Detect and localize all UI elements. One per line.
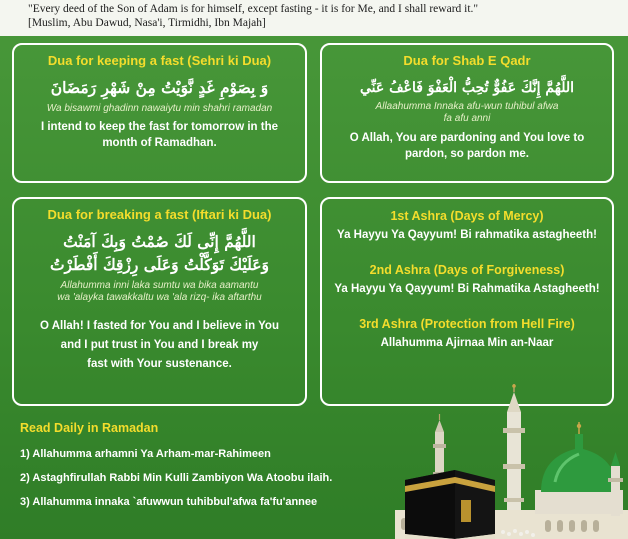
shab-english-1: O Allah, You are pardoning and You love to [349,132,585,144]
sehri-english-2: month of Ramadhan. [102,137,217,149]
daily-item: 1) Allahumma arhamni Ya Arham-mar-Rahimeen [20,448,271,460]
iftari-arabic-1: اللَّهُمَّ إِنِّى لَكَ صُمْتُ وَبِكَ آمَنْتُ [63,232,256,251]
daily-item: 2) Astaghfirullah Rabbi Min Kulli Zambiyon Wa Atoobu ilaih. [20,472,333,484]
mosque-illustration [395,382,628,539]
quote-header [0,0,628,36]
iftari-title: Dua for breaking a fast (Iftari ki Dua) [47,207,272,222]
ashra-1-text: Ya Hayyu Ya Qayyum! Bi rahmatika astagheeth! [337,229,597,241]
iftari-transliteration-1: Allahumma inni laka sumtu wa bika aamantu [60,280,259,291]
hadith-source: [Muslim, Abu Dawud, Nasa'i, Tirmidhi, Ibn Majah] [28,17,266,29]
iftari-english-2: and I put trust in You and I break my [60,339,259,351]
shab-e-qadr-panel [320,43,614,183]
ashra-2-title: 2nd Ashra (Days of Forgiveness) [369,263,565,277]
sehri-dua-panel [12,43,307,183]
iftari-english-1: O Allah! I fasted for You and I believe in You [40,320,279,332]
green-dome-icon [535,422,623,514]
ashra-1-title: 1st Ashra (Days of Mercy) [390,209,544,223]
sehri-english-1: I intend to keep the fast for tomorrow in the [40,121,279,133]
hadith-quote-text: "Every deed of the Son of Adam is for himself, except fasting - it is for Me, and I shall reward it." [28,3,479,15]
hadith-quote [28,2,618,30]
shab-transliteration-1: Allaahumma Innaka afu-wun tuhibul afwa [375,101,559,112]
iftari-transliteration-2: wa 'alayka tawakkaltu wa 'ala rizq- ika aftarthu [57,292,262,303]
sehri-title: Dua for keeping a fast (Sehri ki Dua) [47,53,272,68]
daily-item: 3) Allahumma innaka `afuwwun tuhibbul'afwa fa'fu'annee [20,496,318,508]
shab-title: Dua for Shab E Qadr [403,53,531,68]
ashra-3-title: 3rd Ashra (Protection from Hell Fire) [359,317,575,331]
kaaba-icon [405,470,495,539]
sehri-transliteration: Wa bisawmi ghadinn nawaiytu min shahri ramadan [46,103,273,114]
iftari-dua-panel [12,197,307,406]
ashra-panel [320,197,614,406]
ashra-2-text: Ya Hayyu Ya Qayyum! Bi Rahmatika Astagheeth! [334,283,600,295]
ashra-3-text: Allahumma Ajirnaa Min an-Naar [380,337,554,349]
daily-title: Read Daily in Ramadan [20,421,159,435]
iftari-arabic-2: وَعَلَيْكَ تَوَكَّلْتُ وَعَلَى رِزْقِكَ أَفْطَرْتُ [49,255,270,274]
shab-transliteration-2: fa afu anni [443,113,491,124]
shab-arabic: اللَّهُمَّ إِنَّكَ عَفُوٌّ تُحِبُّ الْعَفْوَ فَاعْفُ عَنِّي [359,80,574,96]
sehri-arabic: وَ بِصَوْمِ غَدٍ نَّوَيْتُ مِنْ شَهْرِ رَمَضَانَ [50,78,269,97]
shab-english-2: pardon, so pardon me. [405,148,529,160]
iftari-english-3: fast with Your sustenance. [87,358,232,370]
